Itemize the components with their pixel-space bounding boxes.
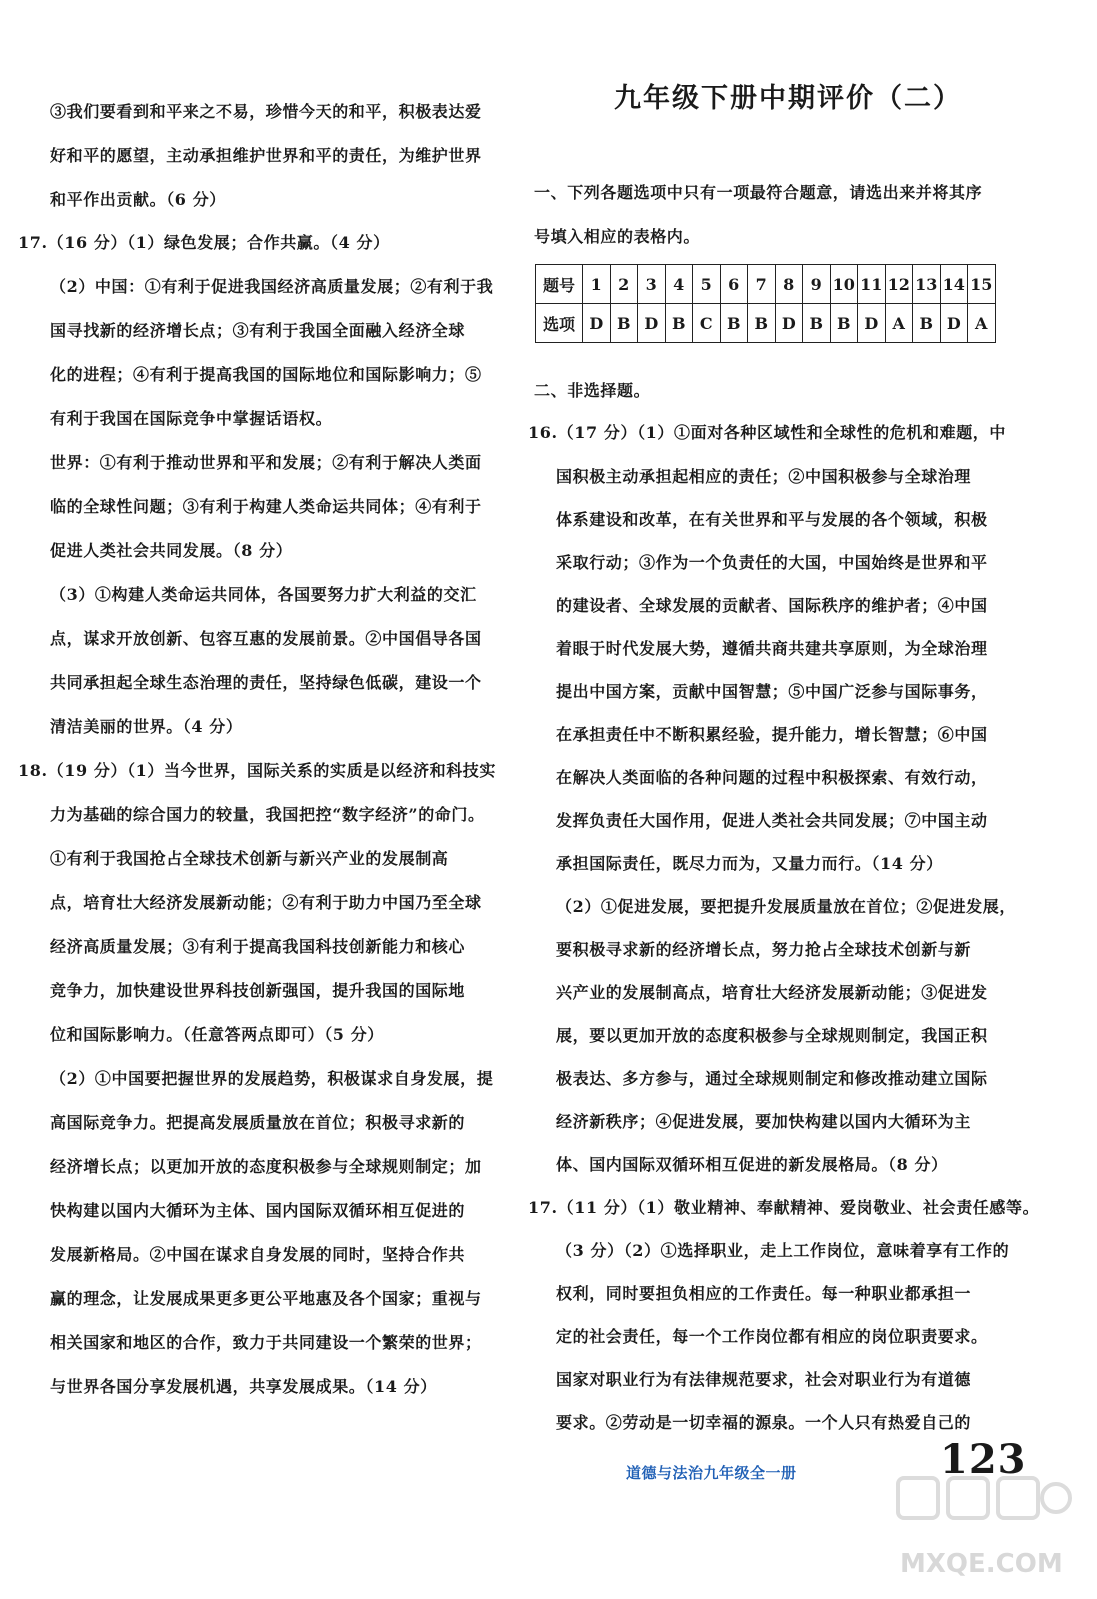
table-cell: 题号 [536, 265, 583, 304]
watermark-text: MXQE.COM [900, 1549, 1063, 1579]
text-line: 国家对职业行为有法律规范要求，社会对职业行为有道德 [556, 1370, 972, 1389]
text-line: 着眼于时代发展大势，遵循共商共建共享原则，为全球治理 [556, 639, 988, 658]
text-line: 16.（17 分）（1）①面对各种区域性和全球性的危机和难题，中 [528, 423, 1007, 442]
text-line: （3）①构建人类命运共同体，各国要努力扩大利益的交汇 [50, 585, 477, 604]
text-line: 国积极主动承担起相应的责任；②中国积极参与全球治理 [556, 467, 972, 486]
text-line: 体系建设和改革，在有关世界和平与发展的各个领域，积极 [556, 510, 988, 529]
table-cell: 1 [583, 265, 611, 304]
text-line: 18.（19 分）（1）当今世界，国际关系的实质是以经济和科技实 [18, 761, 497, 780]
table-row [536, 304, 996, 343]
text-line: 的建设者、全球发展的贡献者、国际秩序的维护者；④中国 [556, 596, 988, 615]
text-line: 采取行动；③作为一个负责任的大国，中国始终是世界和平 [556, 553, 988, 572]
text-line: 展，要以更加开放的态度积极参与全球规则制定，我国正积 [556, 1026, 988, 1045]
table-cell: 5 [693, 265, 721, 304]
text-line: 国寻找新的经济增长点；③有利于我国全面融入经济全球 [50, 321, 466, 340]
text-line: 好和平的愿望，主动承担维护世界和平的责任，为维护世界 [50, 146, 482, 165]
text-line: 发挥负责任大国作用，促进人类社会共同发展；⑦中国主动 [556, 811, 988, 830]
table-row [536, 265, 996, 304]
page-number: 123 [940, 1436, 1027, 1483]
table-cell: 9 [803, 265, 831, 304]
text-line: 在解决人类面临的各种问题的过程中积极探索、有效行动， [556, 768, 988, 787]
table-cell: B [665, 304, 693, 343]
text-line: 清洁美丽的世界。（4 分） [50, 717, 243, 736]
text-line: 17.（11 分）（1）敬业精神、奉献精神、爱岗敬业、社会责任感等。 [528, 1198, 1040, 1217]
section-heading-1-cont: 号填入相应的表格内。 [534, 227, 701, 246]
table-cell: 15 [968, 265, 996, 304]
table-cell: D [775, 304, 803, 343]
text-line: 提出中国方案，贡献中国智慧；⑤中国广泛参与国际事务， [556, 682, 988, 701]
text-line: 兴产业的发展制高点，培育壮大经济发展新动能；③促进发 [556, 983, 988, 1002]
text-line: 经济增长点；以更加开放的态度积极参与全球规则制定；加 [50, 1157, 482, 1176]
text-line: 要求。②劳动是一切幸福的源泉。一个人只有热爱自己的 [556, 1413, 972, 1432]
text-line: 竞争力，加快建设世界科技创新强国，提升我国的国际地 [50, 981, 466, 1000]
text-line: 发展新格局。②中国在谋求自身发展的同时，坚持合作共 [50, 1245, 466, 1264]
text-line: 有利于我国在国际竞争中掌握话语权。 [50, 409, 333, 428]
table-cell: B [913, 304, 941, 343]
table-cell: 10 [830, 265, 858, 304]
text-line: 定的社会责任，每一个工作岗位都有相应的岗位职责要求。 [556, 1327, 988, 1346]
table-cell: B [830, 304, 858, 343]
text-line: 点，谋求开放创新、包容互惠的发展前景。②中国倡导各国 [50, 629, 482, 648]
text-line: （2）中国：①有利于促进我国经济高质量发展；②有利于我 [50, 277, 494, 296]
table-cell: D [858, 304, 886, 343]
text-line: 与世界各国分享发展机遇，共享发展成果。（14 分） [50, 1377, 437, 1396]
table-cell: 3 [638, 265, 666, 304]
table-cell: C [693, 304, 721, 343]
table-cell: 11 [858, 265, 886, 304]
table-cell: 4 [665, 265, 693, 304]
table-cell: A [968, 304, 996, 343]
text-line: 促进人类社会共同发展。（8 分） [50, 541, 293, 560]
table-cell: D [583, 304, 611, 343]
text-line: （2）①促进发展，要把提升发展质量放在首位；②促进发展， [556, 897, 1016, 916]
text-line: 位和国际影响力。（任意答两点即可）（5 分） [50, 1025, 384, 1044]
footer-book-title: 道德与法治九年级全一册 [626, 1464, 797, 1482]
table-cell: B [720, 304, 748, 343]
text-line: 在承担责任中不断积累经验，提升能力，增长智慧；⑥中国 [556, 725, 988, 744]
text-line: 快构建以国内大循环为主体、国内国际双循环相互促进的 [50, 1201, 466, 1220]
table-cell: 14 [940, 265, 968, 304]
answer-table [535, 264, 996, 343]
text-line: 体、国内国际双循环相互促进的新发展格局。（8 分） [556, 1155, 948, 1174]
text-line: 点，培育壮大经济发展新动能；②有利于助力中国乃至全球 [50, 893, 482, 912]
table-cell: D [638, 304, 666, 343]
table-cell: 13 [913, 265, 941, 304]
text-line: 要积极寻求新的经济增长点，努力抢占全球技术创新与新 [556, 940, 972, 959]
table-cell: B [610, 304, 638, 343]
text-line: ①有利于我国抢占全球技术创新与新兴产业的发展制高 [50, 849, 449, 868]
text-line: （2）①中国要把握世界的发展趋势，积极谋求自身发展，提 [50, 1069, 494, 1088]
watermark-icon [888, 1474, 1078, 1584]
table-cell: 2 [610, 265, 638, 304]
page-title: 九年级下册中期评价（二） [614, 83, 962, 114]
text-line: 极表达、多方参与，通过全球规则制定和修改推动建立国际 [556, 1069, 988, 1088]
text-line: 力为基础的综合国力的较量，我国把控“数字经济”的命门。 [50, 805, 485, 824]
text-line: 临的全球性问题；③有利于构建人类命运共同体；④有利于 [50, 497, 482, 516]
text-line: 和平作出贡献。（6 分） [50, 190, 226, 209]
text-line: 权利，同时要担负相应的工作责任。每一种职业都承担一 [556, 1284, 972, 1303]
table-cell: D [940, 304, 968, 343]
text-line: 高国际竞争力。把提高发展质量放在首位；积极寻求新的 [50, 1113, 466, 1132]
text-line: 世界：①有利于推动世界和平和发展；②有利于解决人类面 [50, 453, 482, 472]
text-line: 赢的理念，让发展成果更多更公平地惠及各个国家；重视与 [50, 1289, 482, 1308]
text-line: （3 分）（2）①选择职业，走上工作岗位，意味着享有工作的 [556, 1241, 1010, 1260]
text-line: ③我们要看到和平来之不易，珍惜今天的和平，积极表达爱 [50, 102, 482, 121]
text-line: 经济新秩序；④促进发展，要加快构建以国内大循环为主 [556, 1112, 972, 1131]
table-cell: B [748, 304, 776, 343]
table-cell: B [803, 304, 831, 343]
table-cell: A [885, 304, 913, 343]
text-line: 化的进程；④有利于提高我国的国际地位和国际影响力；⑤ [50, 365, 482, 384]
text-line: 相关国家和地区的合作，致力于共同建设一个繁荣的世界； [50, 1333, 482, 1352]
section-heading-2: 二、非选择题。 [534, 381, 651, 400]
section-heading-1: 一、下列各题选项中只有一项最符合题意，请选出来并将其序 [534, 183, 983, 202]
text-line: 经济高质量发展；③有利于提高我国科技创新能力和核心 [50, 937, 466, 956]
watermark-logo [888, 1474, 1078, 1584]
text-line: 承担国际责任，既尽力而为，又量力而行。（14 分） [556, 854, 943, 873]
table-cell: 8 [775, 265, 803, 304]
table-cell: 选项 [536, 304, 583, 343]
text-line: 17.（16 分）（1）绿色发展；合作共赢。（4 分） [18, 233, 390, 252]
table-cell: 7 [748, 265, 776, 304]
table-cell: 12 [885, 265, 913, 304]
text-line: 共同承担起全球生态治理的责任，坚持绿色低碳，建设一个 [50, 673, 482, 692]
table-cell: 6 [720, 265, 748, 304]
